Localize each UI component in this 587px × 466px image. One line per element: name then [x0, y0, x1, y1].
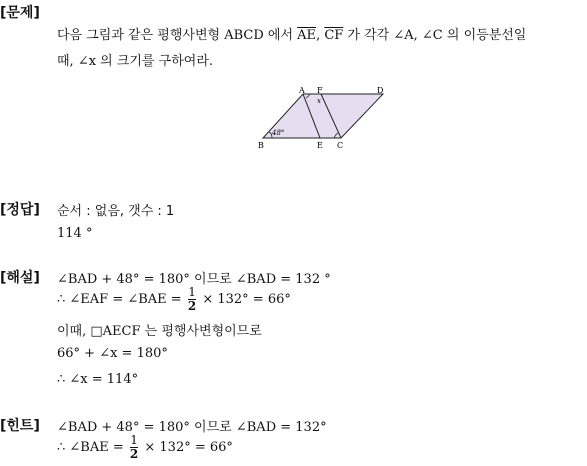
point-a: A	[299, 86, 305, 95]
explanation-line-1: ∠BAD + 48° = 180° 이므로 ∠BAD = 132 °	[57, 272, 331, 287]
explanation-label: [해설]	[0, 270, 40, 286]
fraction-half: $\frac{1}{2}$	[187, 285, 197, 313]
explanation-line-4: 66° + ∠x = 180°	[57, 346, 168, 361]
answer-line-2: 114 °	[57, 226, 93, 241]
angle-label-x: x	[317, 97, 321, 105]
point-b: B	[258, 141, 264, 150]
hint-line-2: ∴ ∠BAE = $\frac{1}{2}$ × 132° = 66°	[57, 433, 233, 461]
answer-line-1: 순서 : 없음, 갯수 : 1	[57, 204, 175, 219]
explanation-line-5: ∴ ∠x = 114°	[57, 372, 139, 387]
hint-label: [힌트]	[0, 418, 40, 434]
parallelogram-figure	[250, 84, 390, 152]
point-c: C	[337, 141, 344, 150]
fraction-half: $\frac{1}{2}$	[129, 433, 139, 461]
explanation-line-3: 이때, □AECF 는 평행사변형이므로	[57, 324, 262, 339]
point-d: D	[377, 86, 384, 95]
angle-label-48: 48°	[272, 129, 285, 137]
answer-label: [정답]	[0, 202, 40, 218]
explanation-line-2: ∴ ∠EAF = ∠BAE = $\frac{1}{2}$ × 132° = 66°	[57, 285, 291, 313]
segment-ae: $\overline{AE}$	[297, 28, 317, 43]
problem-label: [문제]	[0, 5, 40, 21]
point-f: F	[317, 86, 323, 95]
segment-cf: $\overline{CF}$	[324, 28, 344, 43]
hint-line-1: ∠BAD + 48° = 180° 이므로 ∠BAD = 132°	[57, 420, 327, 435]
problem-line-2: 때, ∠x 의 크기를 구하여라.	[57, 54, 214, 69]
point-e: E	[317, 141, 323, 150]
problem-line-1: 다음 그림과 같은 평행사변형 ABCD 에서 $\overline{AE}$, $\overline{CF}$ 가 각각 ∠A, ∠C 의 이등분선일	[57, 28, 527, 43]
